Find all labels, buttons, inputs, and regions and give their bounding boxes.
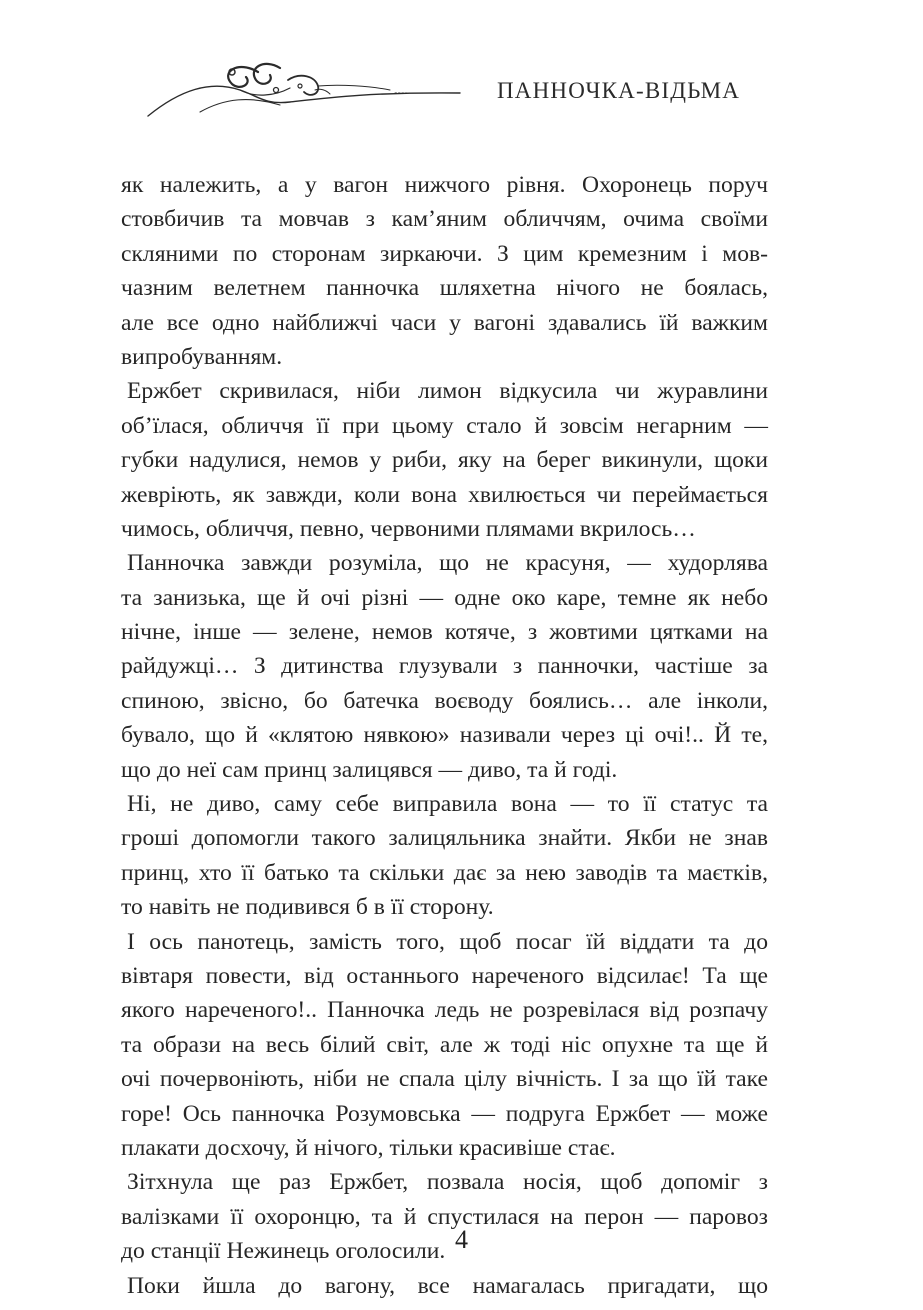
text-line: Поки йшла до вагону, все намагалась пригадати, що — [127, 1272, 768, 1299]
text-line: випробуванням. — [121, 343, 283, 370]
body-text — [121, 168, 768, 1303]
text-line: об’їлася, обличчя її при цьому стало й зовсім негарним — — [121, 412, 768, 439]
text-line: Зітхнула ще раз Ержбет, позвала носія, щоб допоміг з — [127, 1169, 768, 1196]
text-line: що до неї сам принц залицявся — диво, та й годі. — [121, 756, 618, 783]
text-line: гроші допомогли такого залицяльника знайти. Якби не знав — [121, 825, 768, 852]
text-line: плакати досхочу, й нічого, тільки красивіше стає. — [121, 1134, 616, 1161]
text-line: якого нареченого!.. Панночка ледь не розревілася від розпачу — [121, 997, 768, 1024]
paragraph-1 — [121, 168, 768, 374]
paragraph-5 — [121, 925, 768, 1166]
text-line: чазним велетнем панночка шляхетна нічого не боялась, — [121, 275, 768, 302]
paragraph-4 — [121, 787, 768, 925]
text-line: стовбичив та мовчав з кам’яним обличчям, очима своїми — [121, 206, 768, 233]
text-line: жевріють, як завжди, коли вона хвилюється чи переймається — [121, 481, 768, 508]
text-line: принц, хто її батько та скільки дає за нею заводів та маєтків, — [121, 859, 768, 886]
text-line: та образи на весь білий світ, але ж тоді ніс опухне та ще й — [121, 1031, 768, 1058]
text-line: очі почервоніють, ніби не спала цілу вічність. І за що їй таке — [121, 1066, 768, 1093]
text-line: як належить, а у вагон нижчого рівня. Охоронець поруч — [121, 172, 768, 198]
text-line: губки надулися, немов у риби, яку на берег викинули, щоки — [121, 447, 768, 474]
page-header — [0, 0, 923, 140]
text-line: Панночка завжди розуміла, що не красуня, — худорлява — [127, 550, 768, 577]
flourish-ornament-icon — [140, 50, 470, 125]
paragraph-2 — [121, 374, 768, 546]
text-line: до станції Нежинець оголосили. — [121, 1238, 446, 1265]
text-line: спиною, звісно, бо батечка воєводу боялись… але інколи, — [121, 687, 768, 714]
text-line: та занизька, ще й очі різні — одне око каре, темне як небо — [121, 584, 768, 611]
text-line: Ержбет скривилася, ніби лимон відкусила чи журавлини — [127, 378, 768, 405]
text-line: вівтаря повести, від останнього нареченого відсилає! Та ще — [121, 962, 768, 989]
text-line: Ні, не диво, саму себе виправила вона — то її статус та — [127, 791, 768, 818]
text-line: бувало, що й «клятою нявкою» називали через ці очі!.. Й те, — [121, 722, 768, 749]
text-line: І ось панотець, замість того, щоб посаг їй віддати та до — [127, 928, 768, 955]
text-line: горе! Ось панночка Розумовська — подруга Ержбет — може — [121, 1100, 768, 1127]
paragraph-3 — [121, 546, 768, 787]
text-line: нічне, інше — зелене, немов котяче, з жовтими цятками на — [121, 619, 768, 646]
text-line: скляними по сторонам зиркаючи. З цим кремезним і мов- — [121, 240, 768, 267]
text-line: чимось, обличчя, певно, червоними плямами вкрилось… — [121, 515, 696, 542]
text-line: то навіть не подивився б в її сторону. — [121, 894, 494, 921]
text-line: валізками її охоронцю, та й спустилася на перон — паровоз — [121, 1203, 768, 1230]
text-line: райдужці… З дитинства глузували з панночки, частіше за — [121, 653, 768, 680]
running-title: ПАННОЧКА-ВІДЬМА — [497, 78, 741, 103]
paragraph-7 — [121, 1269, 768, 1303]
page-number: 4 — [455, 1225, 468, 1254]
text-line: але все одно найближчі часи у вагоні здавались їй важким — [121, 309, 768, 336]
